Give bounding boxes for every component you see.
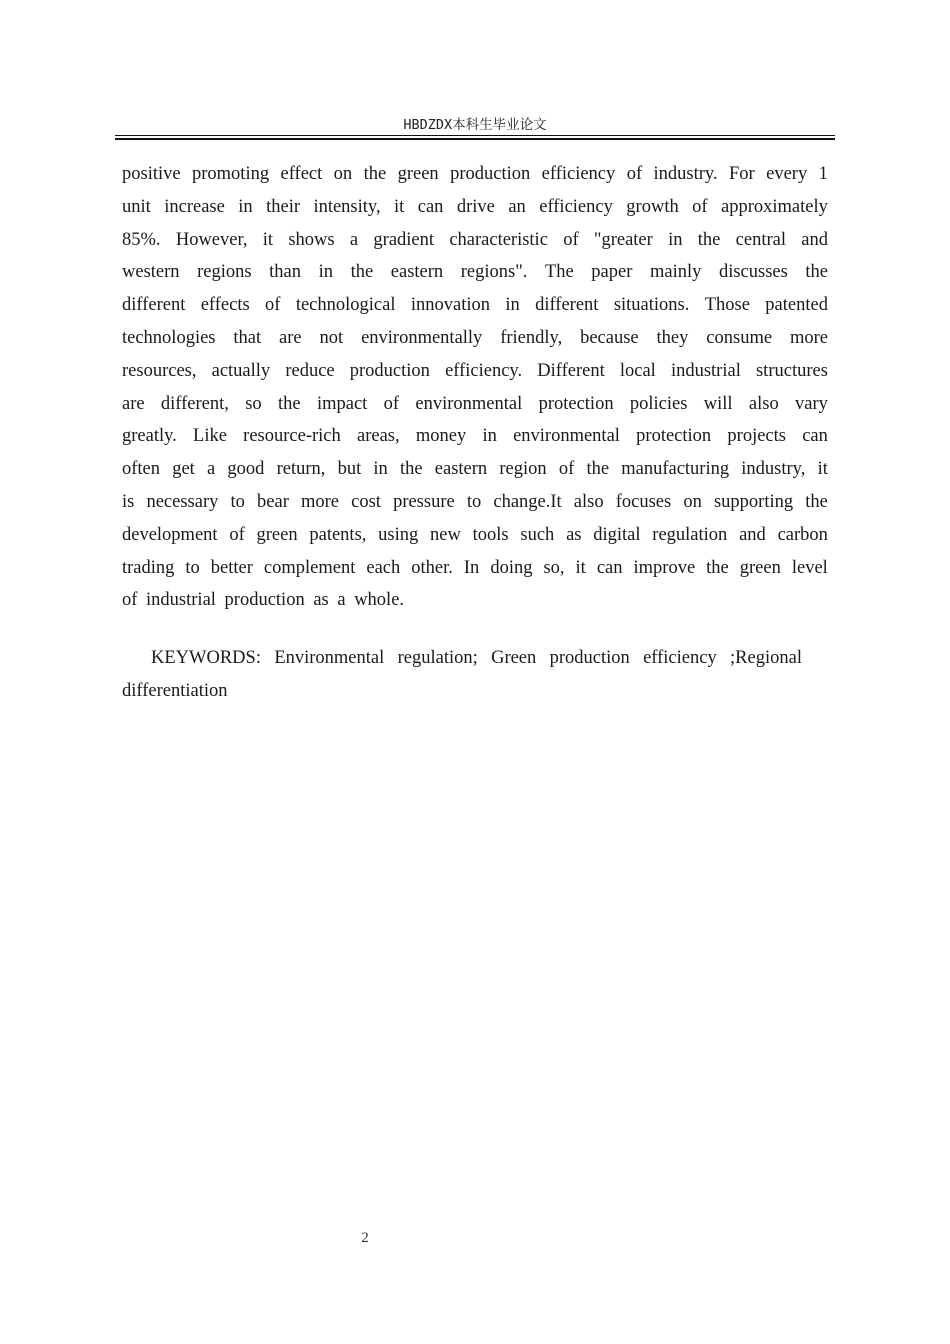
keywords-line: KEYWORDS: Environmental regulation; Green production efficiency ;Regional: [151, 648, 802, 668]
abstract-body: [122, 160, 828, 619]
keywords-section: [122, 646, 802, 712]
keywords-line: differentiation: [122, 680, 228, 701]
abstract-line: trading to better complement each other. In doing so, it can improve the green level: [122, 557, 828, 578]
abstract-line: different effects of technological innovation in different situations. Those patented: [122, 295, 828, 316]
page-number: 2: [361, 1230, 369, 1246]
abstract-line: 85%. However, it shows a gradient characteristic of "greater in the central and: [122, 229, 828, 250]
abstract-line: greatly. Like resource-rich areas, money in environmental protection projects can: [122, 426, 828, 447]
header-rule: [115, 135, 835, 140]
abstract-line: technologies that are not environmentally friendly, because they consume more: [122, 327, 828, 348]
abstract-line: western regions than in the eastern regions". The paper mainly discusses the: [122, 262, 828, 283]
abstract-line: often get a good return, but in the eastern region of the manufacturing industry, it: [122, 459, 828, 480]
abstract-line: is necessary to bear more cost pressure to change.It also focuses on supporting the: [122, 491, 828, 512]
abstract-line: positive promoting effect on the green production efficiency of industry. For every 1: [122, 164, 828, 184]
abstract-line: of industrial production as a whole.: [122, 590, 405, 611]
abstract-line: are different, so the impact of environmental protection policies will also vary: [122, 393, 828, 414]
abstract-line: unit increase in their intensity, it can drive an efficiency growth of approximately: [122, 196, 828, 217]
running-header: HBDZDX本科生毕业论文: [403, 117, 547, 133]
abstract-line: resources, actually reduce production efficiency. Different local industrial structures: [122, 360, 828, 381]
abstract-line: development of green patents, using new tools such as digital regulation and carbon: [122, 524, 828, 545]
